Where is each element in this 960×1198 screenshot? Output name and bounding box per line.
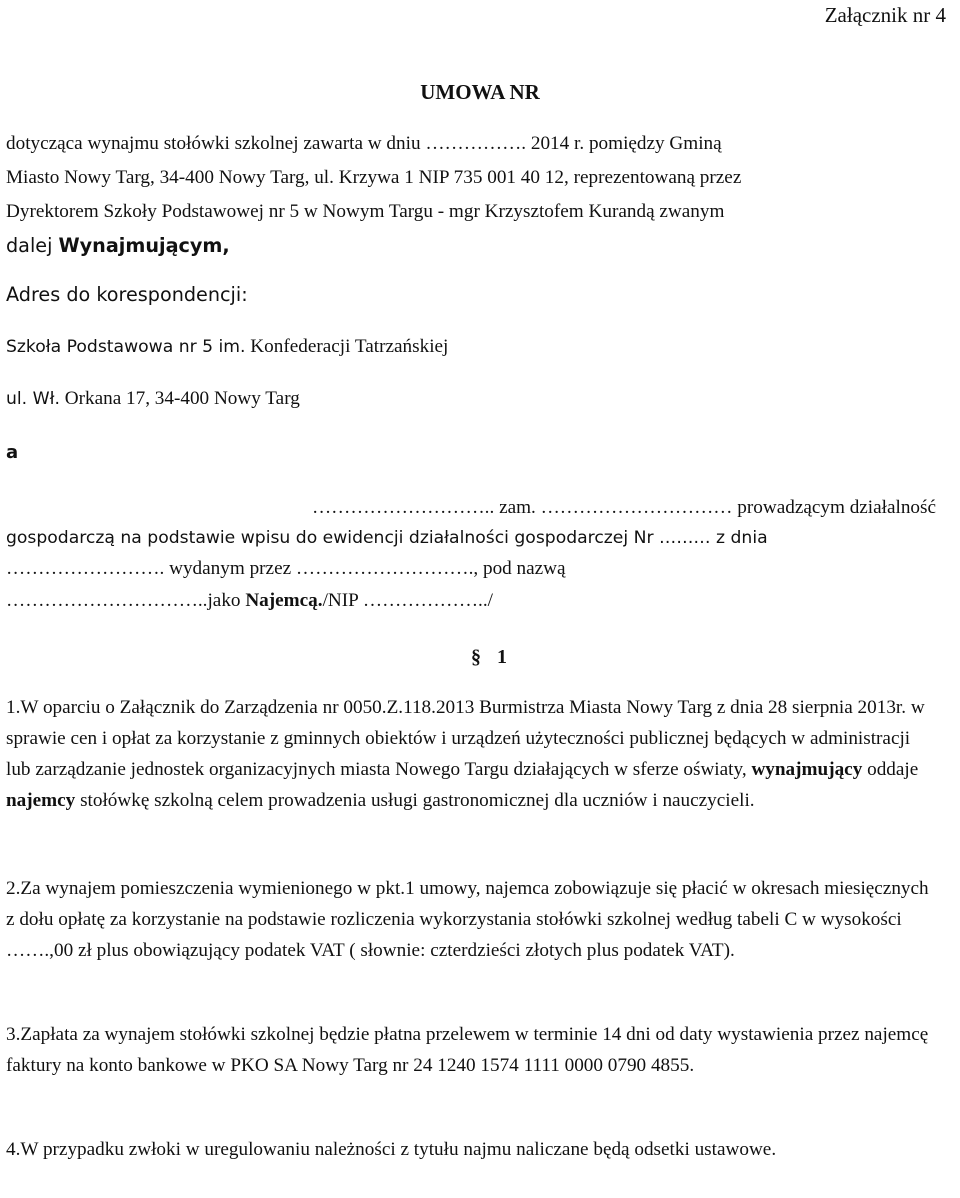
- intro-line-1: [6, 130, 936, 158]
- party-text-4a: …………………………..jako: [6, 590, 246, 611]
- party-line-1: ……………………….. zam. ………………………… prowadzącym działalność: [311, 497, 936, 518]
- intro-line-2: [6, 164, 936, 192]
- intro-text-3: Dyrektorem Szkoły Podstawowej nr 5 w Nowym Targu - mgr Krzysztofem Kurandą zwanym: [6, 201, 725, 222]
- party-text-2: gospodarczą na podstawie wpisu do ewidencji działalności gospodarczej Nr ……… z dnia: [6, 528, 768, 548]
- paragraph-1: [6, 692, 936, 816]
- address-city: Orkana 17, 34-400 Nowy Targ: [59, 388, 300, 409]
- address-label: Adres do korespondencji:: [6, 283, 248, 306]
- address-line-2: [6, 385, 936, 413]
- address-patron: Konfederacji Tatrzańskiej: [245, 336, 449, 357]
- party-conjunction: a: [6, 442, 19, 463]
- lessor-name: Wynajmującym,: [58, 234, 230, 257]
- paragraph-1-text-a: 1.W oparciu o Załącznik do Zarządzenia nr 0050.Z.118.2013 Burmistrza Miasta Nowy Targ z dnia 28 sierpnia 2013r. w sprawie cen i opłat za korzystanie z gminnych obiektów i urządzeń użyteczności publicznej będących w administracji lub zarządzanie jednostek organizacyjnych miasta Nowego Targu działających w sferze oświaty,: [6, 697, 925, 780]
- section-symbol: §: [471, 646, 481, 668]
- lessee-name: Najemcą.: [245, 590, 323, 611]
- address-street: ul. Wł.: [6, 389, 60, 409]
- intro-line-3: [6, 198, 936, 226]
- intro-text-4: dalej: [6, 234, 59, 257]
- intro-line-4: [6, 232, 936, 260]
- party-line-4: [6, 587, 936, 615]
- paragraph-1-lessee: najemcy: [6, 790, 76, 811]
- section-heading: [0, 644, 960, 670]
- paragraph-1-text-b: oddaje: [862, 759, 919, 780]
- paragraph-1-text-c: stołówkę szkolną celem prowadzenia usługi gastronomicznej dla uczniów i nauczycieli.: [75, 790, 755, 811]
- address-line-1: [6, 333, 936, 361]
- address-school: Szkoła Podstawowa nr 5 im.: [6, 337, 246, 357]
- contract-title: UMOWA NR: [420, 80, 540, 104]
- intro-text-2: Miasto Nowy Targ, 34-400 Nowy Targ, ul. Krzywa 1 NIP 735 001 40 12, reprezentowaną przez: [6, 167, 742, 188]
- party-text-4b: /NIP ………………../: [322, 590, 493, 611]
- paragraph-1-lessor: wynajmujący: [751, 759, 863, 780]
- paragraph-2: 2.Za wynajem pomieszczenia wymienionego w pkt.1 umowy, najemca zobowiązuje się płacić w okresach miesięcznych z dołu opłatę za korzystanie na podstawie rozliczenia wykorzystania stołówki szkolnej według tabeli C w wysokości …….,00 zł plus obowiązujący podatek VAT ( słownie: czterdzieści złotych plus podatek VAT).: [6, 878, 929, 961]
- paragraph-3: 3.Zapłata za wynajem stołówki szkolnej będzie płatna przelewem w terminie 14 dni od daty wystawienia przez najemcę faktury na konto bankowe w PKO SA Nowy Targ nr 24 1240 1574 1111 0000 0790 4855.: [6, 1024, 929, 1076]
- intro-text-1: dotycząca wynajmu stołówki szkolnej zawarta w dniu ……………. 2014 r. pomiędzy Gminą: [6, 133, 722, 154]
- party-line-3: ……………………. wydanym przez ………………………., pod nazwą: [6, 558, 566, 579]
- paragraph-4: 4.W przypadku zwłoki w uregulowaniu należności z tytułu najmu naliczane będą odsetki ustawowe.: [6, 1139, 777, 1160]
- party-line-2: [6, 524, 936, 552]
- annex-label: Załącznik nr 4: [824, 3, 946, 27]
- section-number: 1: [497, 646, 507, 668]
